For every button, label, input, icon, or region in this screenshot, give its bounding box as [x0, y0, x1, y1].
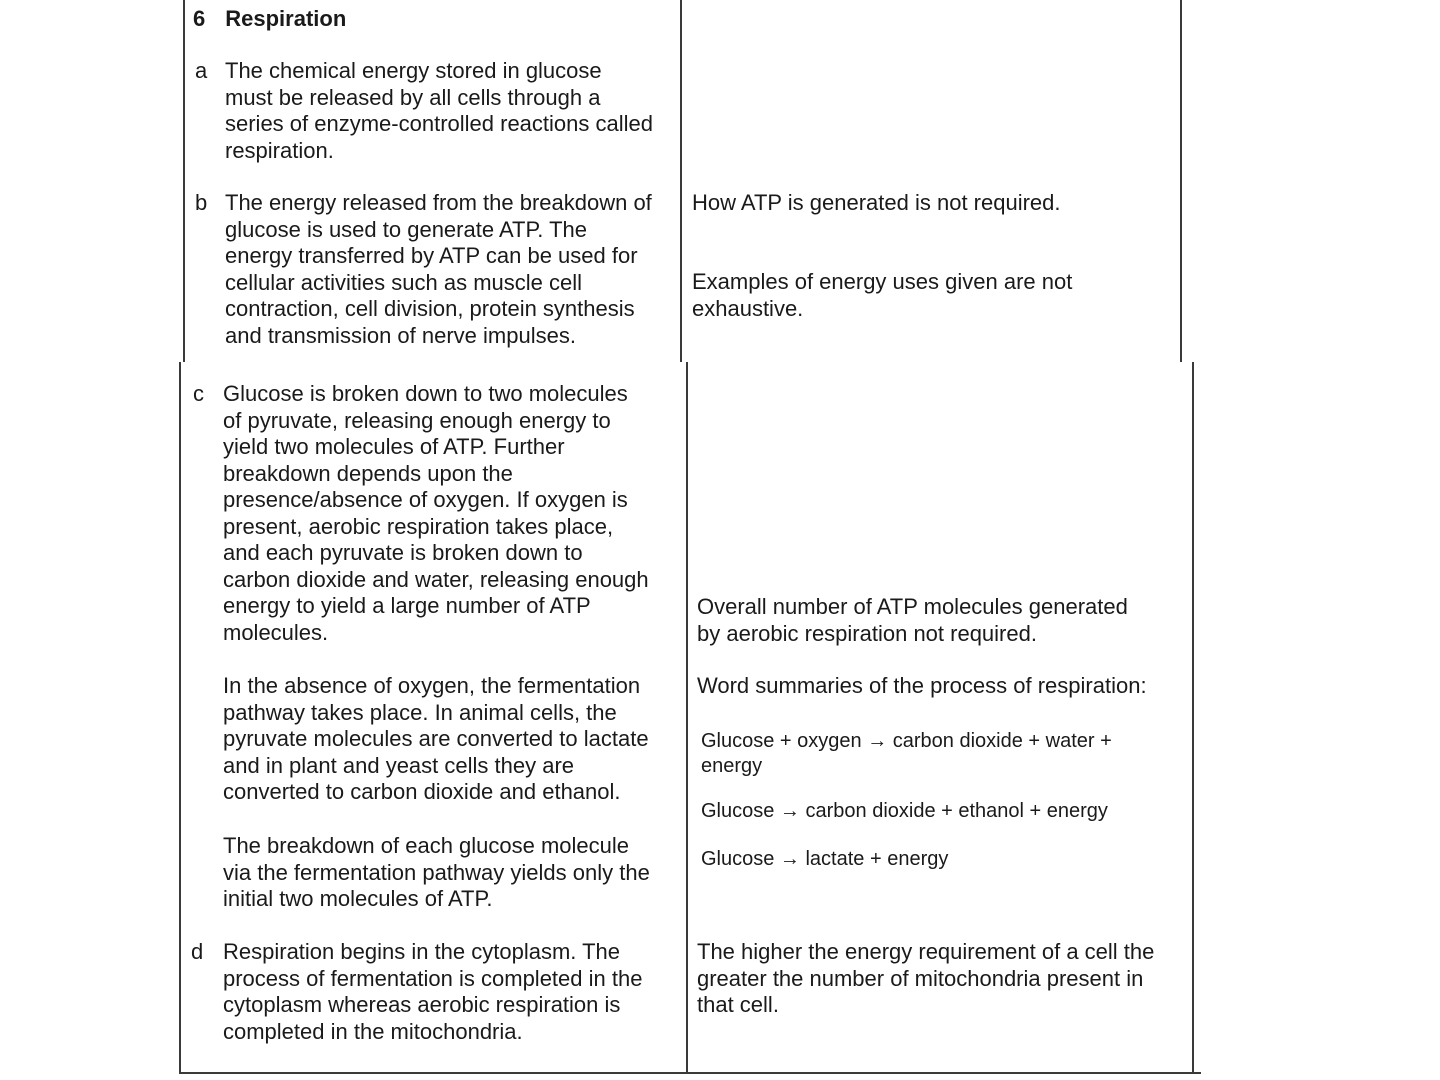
equation-fermentation-ethanol: Glucose → carbon dioxide + ethanol + energy — [701, 800, 1108, 822]
row-letter-b: b — [195, 190, 208, 215]
table-border-left-lower — [179, 362, 181, 1074]
row-a-content: The chemical energy stored in glucose must be released by all cells through a series of enzyme-controlled reactions called respiration. — [225, 58, 653, 163]
row-b-content: The energy released from the breakdown of glucose is used to generate ATP. The energy transferred by ATP can be used for cellular activities such as muscle cell contraction, cell division, protein synthesis and transmission of nerve impulses. — [225, 190, 652, 348]
row-c-note-1: Overall number of ATP molecules generated by aerobic respiration not required. — [697, 594, 1128, 646]
row-c-note-2: Word summaries of the process of respiration: — [697, 673, 1147, 698]
equation-fermentation-lactate: Glucose → lactate + energy — [701, 848, 949, 870]
section-title: Respiration — [225, 6, 347, 31]
row-b-note-1: How ATP is generated is not required. — [692, 190, 1061, 215]
table-border-left-upper — [183, 0, 185, 362]
row-c-content-1: Glucose is broken down to two molecules of pyruvate, releasing enough energy to yield two molecules of ATP. Further breakdown depends upon the presence/absence of oxygen. If oxygen is present, aerobic respiration takes place, and each pyruvate is broken down to carbon dioxide and water, releasing enough energy to yield a large number of ATP molecules. — [223, 381, 649, 645]
row-b-note-2: Examples of energy uses given are not exhaustive. — [692, 269, 1073, 321]
row-c-content-3: The breakdown of each glucose molecule via the fermentation pathway yields only the initial two molecules of ATP. — [223, 833, 650, 911]
section-heading — [193, 6, 346, 32]
table-border-middle-upper — [680, 0, 682, 362]
equation-aerobic: Glucose + oxygen → carbon dioxide + water + energy — [701, 730, 1112, 777]
row-c-content-2: In the absence of oxygen, the fermentation pathway takes place. In animal cells, the pyruvate molecules are converted to lactate and in plant and yeast cells they are converted to carbon dioxide and ethanol. — [223, 673, 649, 804]
table-border-middle-lower — [686, 362, 688, 1074]
row-letter-c: c — [193, 381, 204, 406]
table-border-bottom — [179, 1072, 1201, 1074]
row-letter-d: d — [191, 939, 204, 964]
row-d-content: Respiration begins in the cytoplasm. The process of fermentation is completed in the cytoplasm whereas aerobic respiration is completed in the mitochondria. — [223, 939, 643, 1044]
row-d-note: The higher the energy requirement of a cell the greater the number of mitochondria present in that cell. — [697, 939, 1155, 1017]
section-number: 6 — [193, 6, 206, 31]
table-border-right-upper — [1180, 0, 1182, 362]
table-border-right-lower — [1192, 362, 1194, 1074]
row-letter-a: a — [195, 58, 208, 83]
